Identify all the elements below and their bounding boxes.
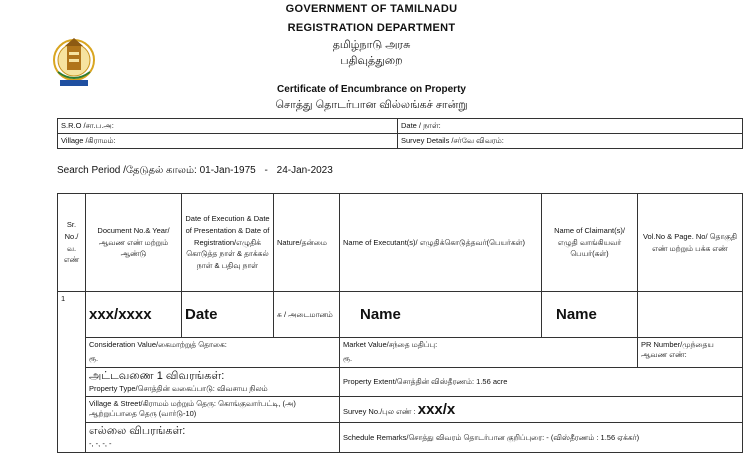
row-document-no: xxx/xxxx: [86, 292, 182, 338]
search-period-from: 01-Jan-1975: [199, 165, 256, 176]
market-value-cell: [340, 338, 638, 368]
row-date: Date: [182, 292, 274, 338]
col-volume: Vol.No & Page. No/ தொகுதி எண் மற்றும் பக்க எண்: [638, 194, 743, 292]
gov-title: GOVERNMENT OF TAMILNADU: [285, 3, 458, 15]
search-period-label: Search Period /தேடுதல் காலம்:: [57, 165, 197, 176]
boundaries-heading: எல்லை விபரங்கள்:: [89, 425, 186, 437]
survey-number-value: xxx/x: [417, 401, 456, 418]
col-claimant: Name of Claimant(s)/ எழுதி வாங்கியவர் பெயர்(கள்): [542, 194, 638, 292]
date-field: Date / நாள்:: [398, 119, 743, 134]
schedule-remarks: Schedule Remarks/சொத்து விவரம் தொடர்பான குறிப்புரை: - (விஸ்தீரணம் : 1.56 ஏக்கர்): [340, 423, 743, 453]
consideration-cell: [86, 338, 340, 368]
row-volume: [638, 292, 743, 338]
col-nature: Nature/தன்மை: [274, 194, 340, 292]
boundaries-value: -, -, -, -: [89, 439, 112, 448]
search-period-separator: -: [264, 165, 268, 176]
table-row: [58, 397, 743, 423]
department-title-tamil: பதிவுத்துறை: [340, 55, 403, 67]
encumbrance-table: [57, 193, 743, 453]
table-header-row: [58, 194, 743, 292]
meta-table: [57, 118, 743, 149]
certificate-title: Certificate of Encumbrance on Property: [277, 84, 466, 95]
table-row: [58, 368, 743, 397]
consideration-value: ரூ.: [89, 354, 99, 363]
row-sr: 1: [58, 292, 86, 453]
property-type: Property Type/சொத்தின் வகைப்பாடு: விவசாய நிலம்: [89, 384, 268, 393]
col-sr: Sr. No./வ. எண்: [58, 194, 86, 292]
market-value-label: Market Value/சந்தை மதிப்பு:: [343, 340, 438, 349]
certificate-title-tamil: சொத்து தொடர்பான வில்லங்கச் சான்று: [275, 99, 468, 111]
gov-title-tamil: தமிழ்நாடு அரசு: [332, 39, 411, 51]
boundaries-cell: [86, 423, 340, 453]
row-claimant: Name: [542, 292, 638, 338]
table-row: [58, 292, 743, 338]
row-nature: சு / அடைமானம்: [274, 292, 340, 338]
table-row: [58, 423, 743, 453]
col-executant: Name of Executant(s)/ எழுதிக்கொடுத்தவர்(பெயர்கள்): [340, 194, 542, 292]
search-period: [57, 165, 333, 177]
property-extent: Property Extent/சொத்தின் விஸ்தீரணம்: 1.56 acre: [340, 368, 743, 397]
search-period-to: 24-Jan-2023: [276, 165, 333, 176]
survey-number-cell: [340, 397, 743, 423]
survey-details-field: Survey Details /சர்வே விவரம்:: [398, 134, 743, 149]
property-type-cell: [86, 368, 340, 397]
consideration-label: Consideration Value/கைமாற்றுத் தொகை:: [89, 340, 227, 349]
row-executant: Name: [340, 292, 542, 338]
survey-number-label: Survey No./புல எண் :: [343, 407, 416, 416]
col-document: Document No.& Year/ஆவண எண் மற்றும் ஆண்டு: [86, 194, 182, 292]
col-dates: Date of Execution & Date of Presentation & Date of Registration/எழுதிக் கொடுத்த நாள் & தாக்கல் நாள் & பதிவு நாள்: [182, 194, 274, 292]
department-title: REGISTRATION DEPARTMENT: [287, 22, 456, 34]
schedule-heading: அட்டவணை 1 விவரங்கள்:: [89, 370, 225, 382]
pr-number-cell: PR Number/முந்தைய ஆவண எண்:: [638, 338, 743, 368]
certificate-header: [0, 0, 743, 110]
market-value-value: ரூ.: [343, 354, 353, 363]
village-street: Village & Street/கிராமம் மற்றும் தெரு: கொங்குவார்பட்டி, (அ) ஆற்றுப்பாதை தெரு (வார்டு-10): [86, 397, 340, 423]
sro-field: S.R.O /சா.ப.அ:: [58, 119, 398, 134]
village-field: Village /கிராமம்:: [58, 134, 398, 149]
table-row: [58, 338, 743, 368]
